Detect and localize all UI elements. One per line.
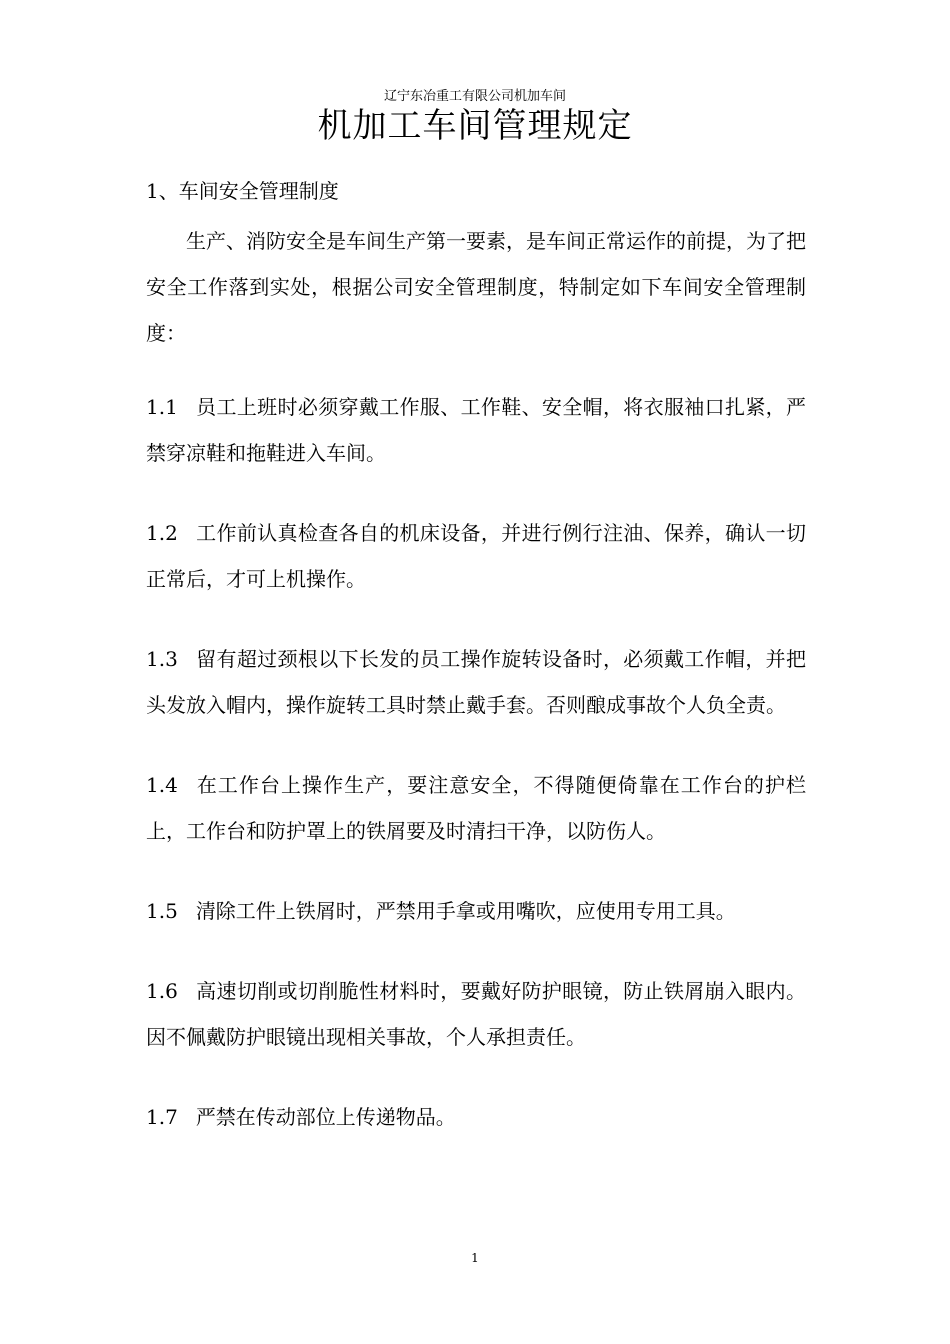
- clause-number: 1.1: [146, 395, 178, 419]
- clause-list: [146, 384, 806, 1140]
- clause-text: 员工上班时必须穿戴工作服、工作鞋、安全帽，将衣服袖口扎紧，严禁穿凉鞋和拖鞋进入车间。: [146, 395, 806, 465]
- clause-1-6: [146, 968, 806, 1060]
- clause-number: 1.3: [146, 647, 178, 671]
- section-heading: 1、车间安全管理制度: [146, 179, 339, 203]
- clause-1-1: [146, 384, 806, 476]
- clause-text: 留有超过颈根以下长发的员工操作旋转设备时，必须戴工作帽，并把头发放入帽内，操作旋转工具时禁止戴手套。否则酿成事故个人负全责。: [146, 647, 806, 717]
- clause-text: 高速切削或切削脆性材料时，要戴好防护眼镜，防止铁屑崩入眼内。因不佩戴防护眼镜出现相关事故，个人承担责任。: [146, 979, 806, 1049]
- clause-1-2: [146, 510, 806, 602]
- clause-number: 1.7: [146, 1105, 178, 1129]
- clause-1-4: [146, 762, 806, 854]
- clause-number: 1.4: [146, 773, 178, 797]
- clause-1-7: [146, 1094, 806, 1140]
- clause-text: 在工作台上操作生产，要注意安全，不得随便倚靠在工作台的护栏上，工作台和防护罩上的铁屑要及时清扫干净，以防伤人。: [146, 773, 806, 843]
- clause-1-5: [146, 888, 806, 934]
- clause-text: 工作前认真检查各自的机床设备，并进行例行注油、保养，确认一切正常后，才可上机操作。: [146, 521, 806, 591]
- clause-1-3: [146, 636, 806, 728]
- clause-number: 1.2: [146, 521, 178, 545]
- clause-text: 严禁在传动部位上传递物品。: [195, 1105, 456, 1129]
- page-header: 辽宁东冶重工有限公司机加车间: [383, 89, 566, 104]
- clause-number: 1.6: [146, 979, 178, 1003]
- clause-text: 清除工件上铁屑时，严禁用手拿或用嘴吹，应使用专用工具。: [195, 899, 736, 923]
- page-number: 1: [471, 1251, 479, 1265]
- intro-paragraph: 生产、消防安全是车间生产第一要素，是车间正常运作的前提，为了把安全工作落到实处，根据公司安全管理制度，特制定如下车间安全管理制度：: [146, 229, 806, 345]
- clause-number: 1.5: [146, 899, 178, 923]
- document-title: 机加工车间管理规定: [317, 106, 633, 146]
